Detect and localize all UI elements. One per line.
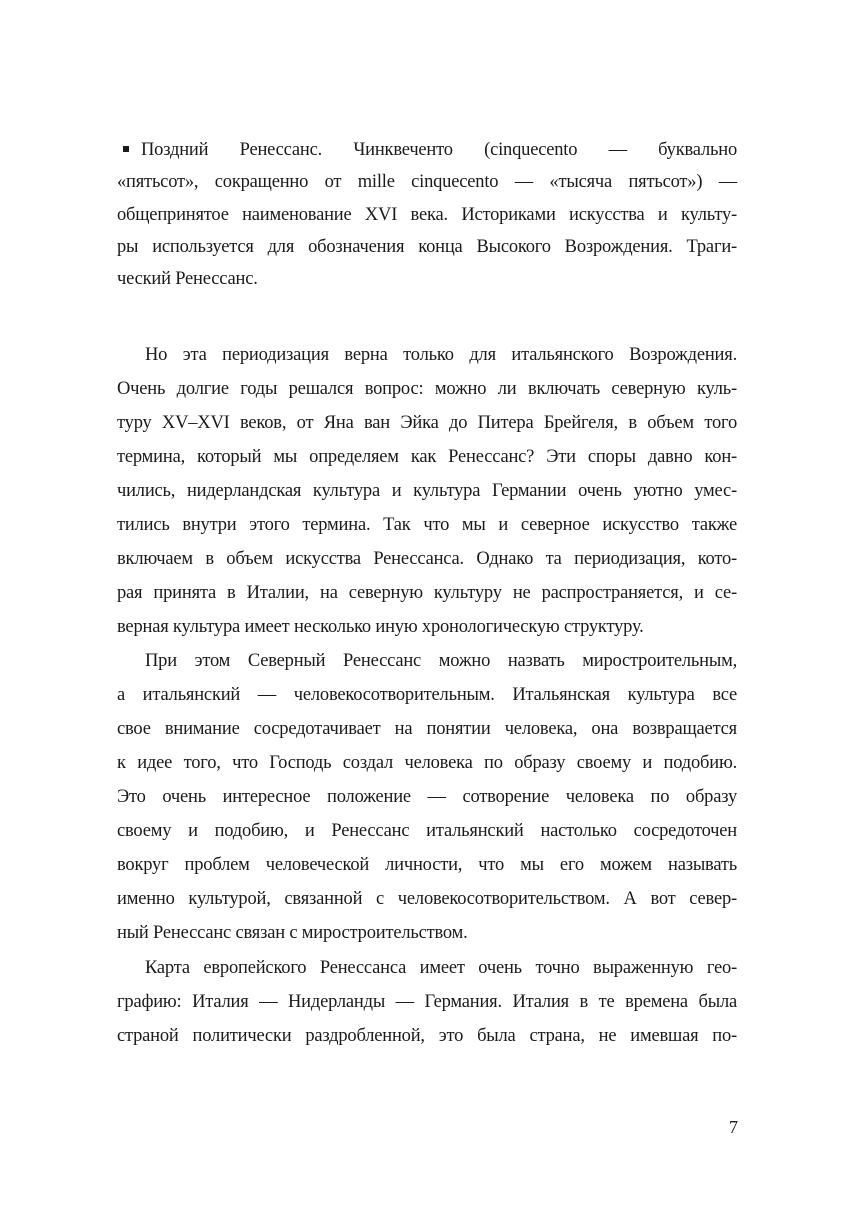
text-line: именно культурой, связанной с человекосотворительством. А вот север-	[117, 889, 737, 909]
text-line: к идее того, что Господь создал человека по образу своему и подобию.	[117, 753, 737, 773]
bullet-paragraph-late-renaissance	[117, 134, 737, 295]
text-line: страной политически раздробленной, это была страна, не имевшая по-	[117, 1026, 737, 1046]
text-line: вокруг проблем человеческой личности, что мы его можем называть	[117, 855, 737, 875]
paragraph-periodization	[117, 338, 737, 644]
paragraph-northern-renaissance	[117, 644, 737, 950]
text-line: верная культура имеет несколько иную хронологическую структуру.	[117, 617, 644, 637]
text-line: Очень долгие годы решался вопрос: можно ли включать северную куль-	[117, 379, 737, 399]
text-line: ный Ренессанс связан с миростроительством.	[117, 923, 468, 943]
text-line: рая принята в Италии, на северную культуру не распространяется, и се-	[117, 583, 737, 603]
text-line: Это очень интересное положение — сотворение человека по образу	[117, 787, 737, 807]
text-line: «пятьсот», сокращенно от mille cinquecento — «тысяча пятьсот») —	[117, 172, 737, 193]
paragraph-renaissance-map	[117, 951, 737, 1053]
text-line: включаем в объем искусства Ренессанса. Однако та периодизация, кото-	[117, 549, 737, 569]
bullet-icon	[123, 146, 129, 152]
text-line: а итальянский — человекосотворительным. Итальянская культура все	[117, 685, 737, 705]
text-line: ческий Ренессанс.	[117, 269, 258, 290]
text-line: графию: Италия — Нидерланды — Германия. Италия в те времена была	[117, 992, 737, 1012]
text-line: общепринятое наименование XVI века. Историками искусства и культу-	[117, 204, 737, 225]
text-line	[117, 134, 737, 166]
text-line: термина, который мы определяем как Ренессанс? Эти споры давно кон-	[117, 447, 737, 467]
text-line: ры используется для обозначения конца Высокого Возрождения. Траги-	[117, 236, 737, 257]
text-line: свое внимание сосредотачивает на понятии человека, она возвращается	[117, 719, 737, 739]
text-line-content: Поздний Ренессанс. Чинквеченто (cinquecento — буквально	[141, 140, 737, 160]
page-number: 7	[729, 1117, 738, 1137]
text-line: чились, нидерландская культура и культура Германии очень уютно умес-	[117, 481, 737, 501]
text-line: тились внутри этого термина. Так что мы и северное искусство также	[117, 515, 737, 535]
text-line: туру XV–XVI веков, от Яна ван Эйка до Питера Брейгеля, в объем того	[117, 413, 737, 433]
text-line: своему и подобию, и Ренессанс итальянский настолько сосредоточен	[117, 821, 737, 841]
text-line: Карта европейского Ренессанса имеет очень точно выраженную гео-	[145, 958, 737, 978]
text-line: При этом Северный Ренессанс можно назвать миростроительным,	[145, 651, 737, 671]
text-line: Но эта периодизация верна только для итальянского Возрождения.	[145, 345, 737, 365]
